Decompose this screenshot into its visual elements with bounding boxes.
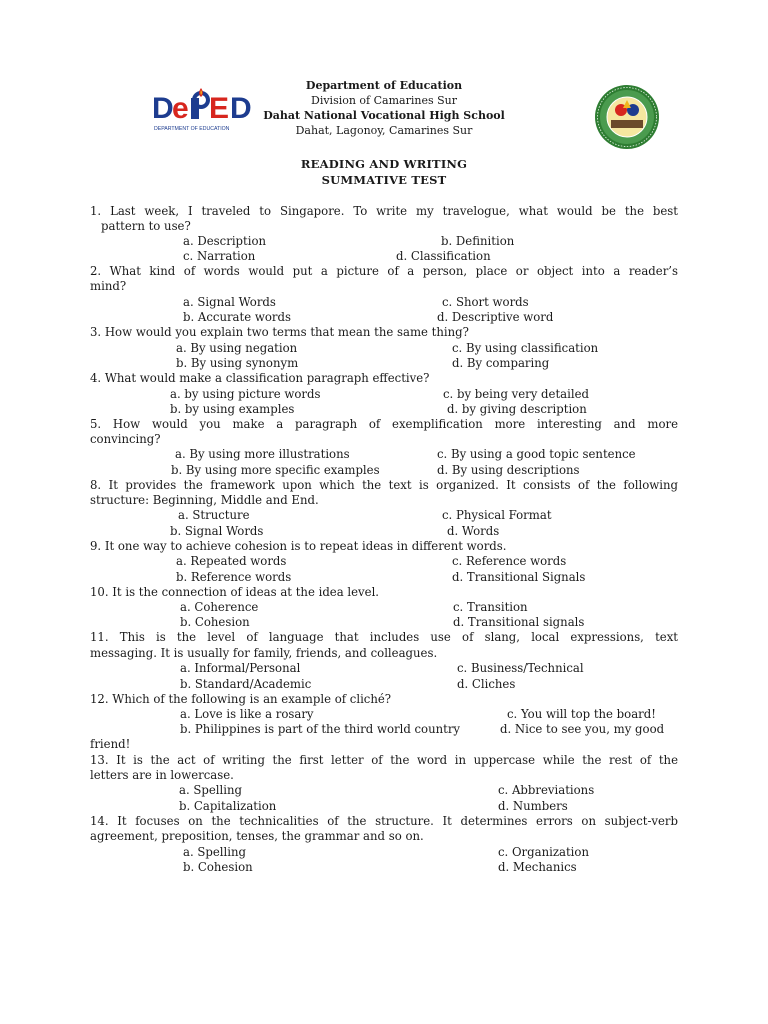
answer-choice: b. Reference words xyxy=(176,570,292,584)
svg-text:DEPARTMENT OF EDUCATION: DEPARTMENT OF EDUCATION xyxy=(154,126,230,132)
letterhead xyxy=(0,78,768,138)
answer-choice: d. Transitional signals xyxy=(453,615,585,629)
answer-choice: b. Signal Words xyxy=(170,524,264,538)
answer-choice: d. by giving description xyxy=(447,402,587,416)
answer-choice: b. Cohesion xyxy=(183,860,253,874)
answer-choice: a. Spelling xyxy=(183,845,247,859)
answer-choice: c. Short words xyxy=(442,295,529,309)
answer-choice: a. Description xyxy=(183,234,267,248)
answer-choice: a. Informal/Personal xyxy=(180,661,301,675)
answer-choice: a. Repeated words xyxy=(176,554,287,568)
answer-choice: d. Descriptive word xyxy=(437,310,554,324)
answer-choice: c. Organization xyxy=(498,845,589,859)
department-name: Department of Education xyxy=(305,79,463,92)
question-stem: convincing? xyxy=(90,432,161,446)
answer-choice: b. Accurate words xyxy=(183,310,291,324)
question-stem: messaging. It is usually for family, friends, and colleagues. xyxy=(90,646,438,660)
answer-choice: c. by being very detailed xyxy=(443,387,589,401)
answer-choice: d. Mechanics xyxy=(498,860,577,874)
question-stem: 10. It is the connection of ideas at the idea level. xyxy=(90,585,380,599)
question-stem: 8. It provides the framework upon which the text is organized. It consists of the following xyxy=(90,478,678,492)
svg-text:D: D xyxy=(230,92,251,125)
answer-choice: a. Signal Words xyxy=(183,295,276,309)
answer-choice: c. Abbreviations xyxy=(498,783,595,797)
answer-choice: c. Physical Format xyxy=(442,508,552,522)
answer-choice: c. You will top the board! xyxy=(507,707,656,721)
answer-choice: a. By using more illustrations xyxy=(175,447,350,461)
answer-choice: c. Business/Technical xyxy=(457,661,584,675)
answer-choice: d. Transitional Signals xyxy=(452,570,586,584)
answer-choice: a. By using negation xyxy=(176,341,298,355)
question-stem: agreement, preposition, tenses, the grammar and so on. xyxy=(90,829,424,843)
question-stem: mind? xyxy=(90,279,127,293)
test-title xyxy=(0,156,768,188)
answer-choice: a. Coherence xyxy=(180,600,259,614)
answer-choice: c. Transition xyxy=(453,600,528,614)
test-type-title: SUMMATIVE TEST xyxy=(321,173,447,187)
question-stem: 4. What would make a classification paragraph effective? xyxy=(90,371,430,385)
answer-choice: c. Reference words xyxy=(452,554,567,568)
answer-choice: a. Spelling xyxy=(179,783,243,797)
answer-choice: b. by using examples xyxy=(170,402,295,416)
school-address: Dahat, Lagonoy, Camarines Sur xyxy=(295,124,473,137)
answer-choice: d. Nice to see you, my good xyxy=(500,722,665,736)
question-stem: 11. This is the level of language that includes use of slang, local expressions, text xyxy=(90,630,678,644)
answer-choice: c. Narration xyxy=(183,249,256,263)
question-stem: pattern to use? xyxy=(101,219,191,233)
answer-choice: b. Cohesion xyxy=(180,615,250,629)
division-name: Division of Camarines Sur xyxy=(311,94,457,107)
subject-title: READING AND WRITING xyxy=(300,157,468,171)
answer-choice: b. By using more specific examples xyxy=(171,463,380,477)
answer-choice: d. Words xyxy=(447,524,500,538)
answer-choice: b. By using synonym xyxy=(176,356,299,370)
school-name: Dahat National Vocational High School xyxy=(263,109,505,122)
answer-choice: c. By using classification xyxy=(452,341,599,355)
answer-choice: c. By using a good topic sentence xyxy=(437,447,636,461)
svg-text:e: e xyxy=(172,92,188,125)
answer-choice: b. Standard/Academic xyxy=(180,677,312,691)
svg-text:D: D xyxy=(152,92,173,125)
question-stem: letters are in lowercase. xyxy=(90,768,234,782)
answer-choice: d. By comparing xyxy=(452,356,550,370)
answer-choice: a. by using picture words xyxy=(170,387,321,401)
answer-choice: a. Love is like a rosary xyxy=(180,707,314,721)
answer-choice: d. Cliches xyxy=(457,677,516,691)
question-stem: 3. How would you explain two terms that mean the same thing? xyxy=(90,325,469,339)
question-stem: structure: Beginning, Middle and End. xyxy=(90,493,319,507)
question-stem: 13. It is the act of writing the first letter of the word in uppercase while the rest of the xyxy=(90,753,678,767)
svg-text:E: E xyxy=(209,92,229,125)
answer-choice: a. Structure xyxy=(178,508,250,522)
question-stem: 1. Last week, I traveled to Singapore. To write my travelogue, what would be the best xyxy=(90,204,678,218)
question-stem: 9. It one way to achieve cohesion is to repeat ideas in different words. xyxy=(90,539,507,553)
question-stem: 12. Which of the following is an example of cliché? xyxy=(90,692,392,706)
answer-choice: d. Classification xyxy=(396,249,491,263)
answer-choice: d. By using descriptions xyxy=(437,463,580,477)
answer-choice: friend! xyxy=(90,737,131,751)
question-stem: 5. How would you make a paragraph of exemplification more interesting and more xyxy=(90,417,678,431)
question-stem: 2. What kind of words would put a picture of a person, place or object into a reader’s xyxy=(90,264,678,278)
answer-choice: b. Philippines is part of the third world country xyxy=(180,722,461,736)
answer-choice: b. Capitalization xyxy=(179,799,277,813)
answer-choice: d. Numbers xyxy=(498,799,568,813)
answer-choice: b. Definition xyxy=(441,234,515,248)
question-stem: 14. It focuses on the technicalities of the structure. It determines errors on subject-verb xyxy=(90,814,678,828)
